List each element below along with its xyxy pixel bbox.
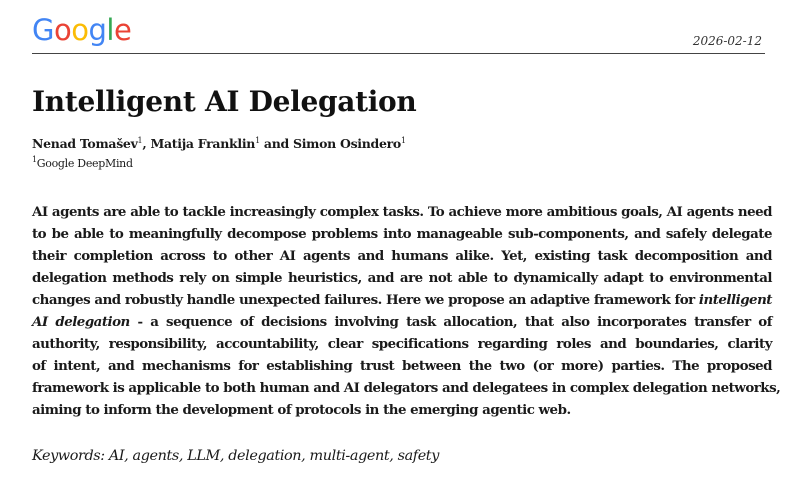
abstract-line: AI agents are able to tackle increasingly complex tasks. To achieve more ambitious goals, AI agents need bbox=[32, 204, 772, 220]
author-name: Matija Franklin bbox=[150, 136, 256, 151]
abstract-line bbox=[32, 311, 772, 333]
abstract-line: delegation methods rely on simple heuristics, and are not able to dynamically adapt to environmental bbox=[32, 270, 772, 286]
author-name: Nenad Tomašev bbox=[32, 136, 138, 151]
affiliation bbox=[32, 157, 133, 170]
abstract-emphasis: intelligent bbox=[698, 292, 772, 308]
affiliation-name: Google DeepMind bbox=[36, 157, 133, 170]
paper-title: Intelligent AI Delegation bbox=[32, 85, 417, 118]
abstract-text: - a sequence of decisions involving task allocation, that also incorporates transfer of bbox=[129, 314, 772, 330]
logo-letter: l bbox=[106, 13, 114, 47]
author-list bbox=[32, 136, 406, 151]
author-separator: , bbox=[142, 136, 151, 151]
author-separator: and bbox=[259, 136, 293, 151]
abstract-text: changes and robustly handle unexpected failures. Here we propose an adaptive framework for bbox=[32, 292, 699, 308]
logo-letter: G bbox=[32, 13, 54, 47]
logo-letter: e bbox=[113, 13, 132, 47]
affiliation-marker: 1 bbox=[255, 136, 260, 145]
keywords-label: Keywords: bbox=[32, 448, 105, 464]
abstract-line bbox=[32, 289, 772, 311]
author-name: Simon Osindero bbox=[293, 136, 401, 151]
abstract-emphasis: AI delegation bbox=[32, 314, 130, 330]
affiliation-marker: 1 bbox=[400, 136, 406, 145]
abstract-line: to be able to meaningfully decompose problems into manageable sub-components, and safely delegate bbox=[32, 226, 772, 242]
logo-letter: g bbox=[88, 13, 107, 47]
abstract-line: framework is applicable to both human and AI delegators and delegatees in complex delegation networks, bbox=[32, 380, 781, 396]
abstract-line: authority, responsibility, accountability, clear specifications regarding roles and boundaries, clarity bbox=[32, 336, 772, 352]
keywords bbox=[32, 448, 439, 464]
google-logo bbox=[32, 12, 131, 48]
abstract-line: aiming to inform the development of protocols in the emerging agentic web. bbox=[32, 402, 571, 418]
header-divider bbox=[32, 53, 765, 54]
keywords-list: AI, agents, LLM, delegation, multi-agent, safety bbox=[108, 448, 439, 464]
publication-date: 2026-02-12 bbox=[692, 34, 762, 48]
abstract-line: of intent, and mechanisms for establishing trust between the two (or more) parties. The proposed bbox=[32, 358, 772, 374]
logo-letter: o bbox=[53, 13, 72, 47]
abstract bbox=[32, 201, 781, 421]
logo-letter: o bbox=[71, 13, 89, 47]
affiliation-marker: 1 bbox=[32, 155, 37, 164]
affiliation-marker: 1 bbox=[137, 136, 143, 145]
abstract-line: their completion across to other AI agents and humans alike. Yet, existing task decomposition and bbox=[32, 248, 772, 264]
